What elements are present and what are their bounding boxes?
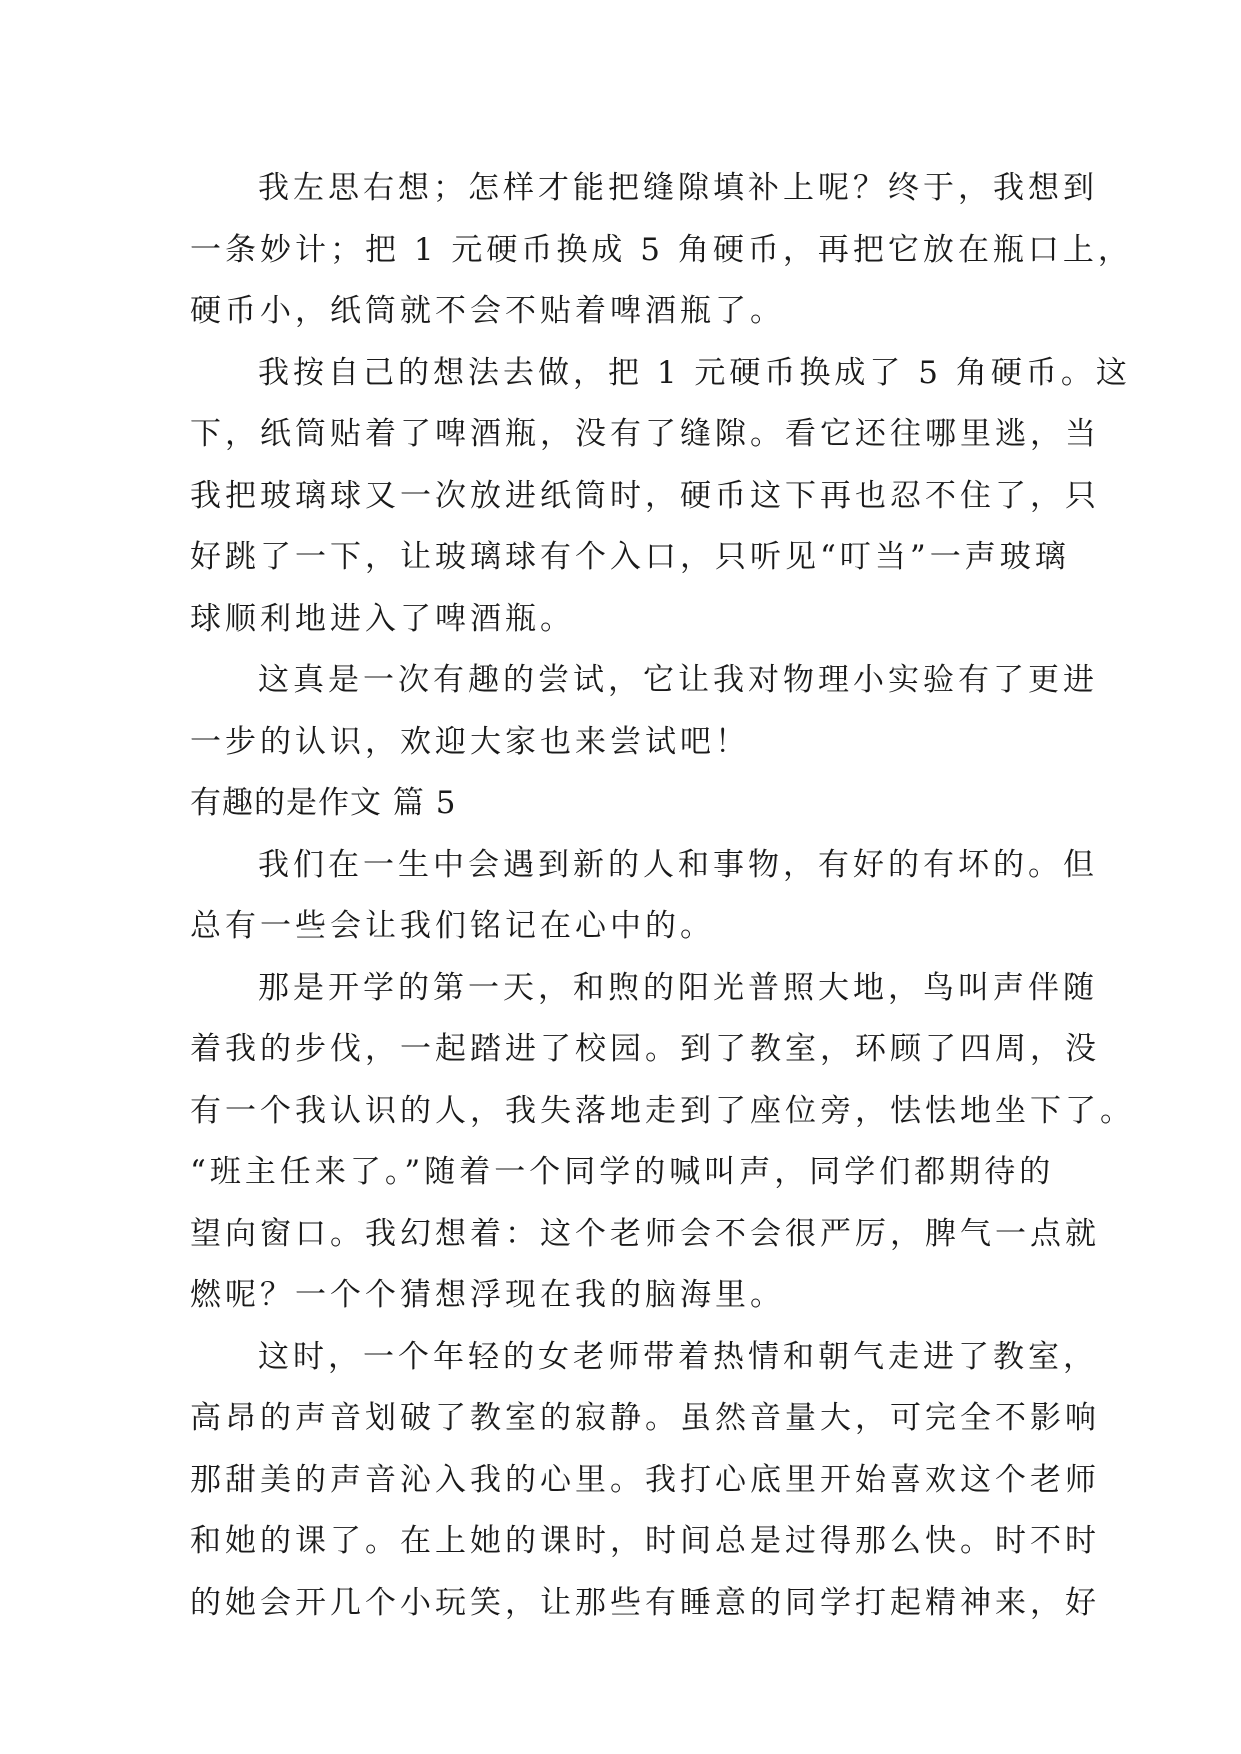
- paragraph-line: “班主任来了。”随着一个同学的喊叫声，同学们都期待的: [190, 1154, 1055, 1190]
- paragraph-line: 好跳了一下，让玻璃球有个入口，只听见“叮当”一声玻璃: [190, 539, 1070, 575]
- paragraph-line: 这真是一次有趣的尝试，它让我对物理小实验有了更进: [258, 662, 1098, 698]
- paragraph-line: 总有一些会让我们铭记在心中的。: [190, 908, 715, 944]
- paragraph-line: 我按自己的想法去做，把 1 元硬币换成了 5 角硬币。这: [258, 354, 1131, 391]
- paragraph-line: 硬币小，纸筒就不会不贴着啤酒瓶了。: [190, 293, 785, 329]
- document-body: [190, 158, 1135, 1634]
- paragraph-line: 的她会开几个小玩笑，让那些有睡意的同学打起精神来，好: [190, 1584, 1100, 1621]
- paragraph-line: 望向窗口。我幻想着：这个老师会不会很严厉，脾气一点就: [190, 1215, 1100, 1252]
- paragraph-line: 球顺利地进入了啤酒瓶。: [190, 600, 575, 637]
- paragraph-line: 我左思右想；怎样才能把缝隙填补上呢？终于，我想到: [258, 170, 1098, 206]
- paragraph-line: 我们在一生中会遇到新的人和事物，有好的有坏的。但: [258, 846, 1098, 883]
- paragraph-line: 那是开学的第一天，和煦的阳光普照大地，鸟叫声伴随: [258, 969, 1098, 1006]
- paragraph-line: 着我的步伐，一起踏进了校园。到了教室，环顾了四周，没: [190, 1031, 1100, 1067]
- paragraph-line: 我把玻璃球又一次放进纸筒时，硬币这下再也忍不住了，只: [190, 477, 1100, 514]
- paragraph-line: 一步的认识，欢迎大家也来尝试吧！: [190, 723, 750, 760]
- paragraph-line: 这时，一个年轻的女老师带着热情和朝气走进了教室，: [258, 1338, 1098, 1375]
- paragraph-line: 一条妙计；把 1 元硬币换成 5 角硬币，再把它放在瓶口上，: [190, 231, 1133, 268]
- paragraph-line: 高昂的声音划破了教室的寂静。虽然音量大，可完全不影响: [190, 1400, 1100, 1436]
- paragraph-line: 和她的课了。在上她的课时，时间总是过得那么快。时不时: [190, 1523, 1100, 1559]
- paragraph-line: 燃呢？一个个猜想浮现在我的脑海里。: [190, 1277, 785, 1313]
- paragraph-line: 下，纸筒贴着了啤酒瓶，没有了缝隙。看它还往哪里逃，当: [190, 416, 1100, 452]
- paragraph-line: 那甜美的声音沁入我的心里。我打心底里开始喜欢这个老师: [190, 1461, 1100, 1498]
- section-heading: 有趣的是作文 篇 5: [190, 785, 457, 821]
- paragraph-line: 有一个我认识的人，我失落地走到了座位旁，怯怯地坐下了。: [190, 1092, 1135, 1129]
